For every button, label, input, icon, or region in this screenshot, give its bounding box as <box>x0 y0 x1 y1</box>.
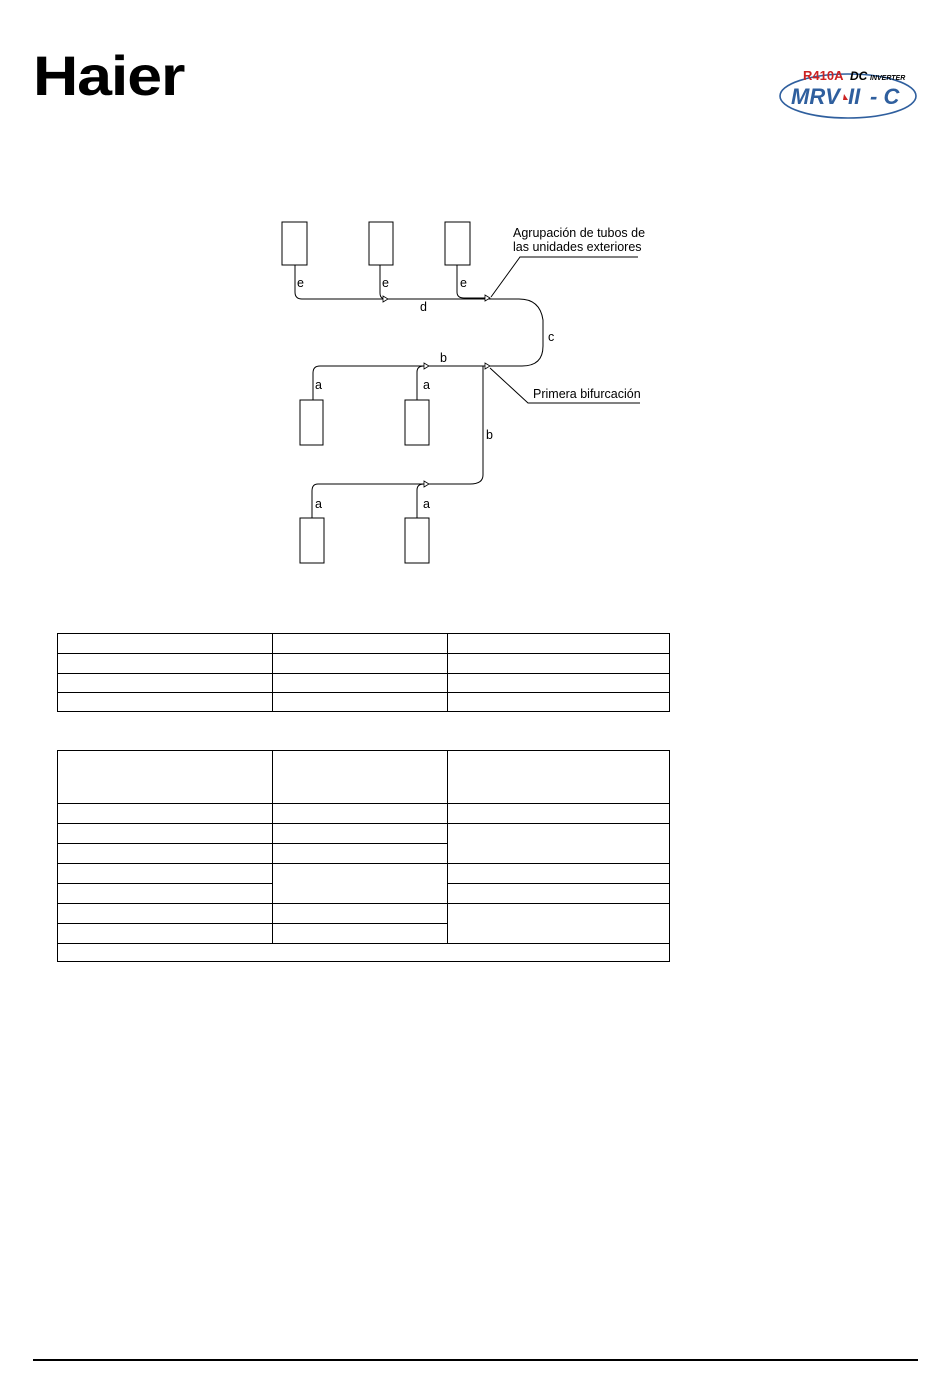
piping-diagram <box>0 0 950 600</box>
unit-boxes <box>282 222 470 563</box>
logo-refrigerant: R410A <box>803 68 844 83</box>
table-cell <box>58 844 273 864</box>
table-cell <box>273 634 448 654</box>
joint-2 <box>485 295 490 301</box>
segment-label-e1: e <box>297 276 304 290</box>
joint-1 <box>383 296 388 302</box>
outdoor-unit-1 <box>282 222 307 265</box>
outdoor-unit-2 <box>369 222 393 265</box>
table-cell <box>273 674 448 693</box>
table-cell <box>58 654 273 674</box>
segment-label-b1: b <box>440 351 447 365</box>
segment-label-a3: a <box>315 497 322 511</box>
joint-4 <box>485 363 490 369</box>
segment-label-b2: b <box>486 428 493 442</box>
table-cell <box>58 674 273 693</box>
table-cell <box>273 864 448 904</box>
table-cell <box>58 904 273 924</box>
table-cell <box>58 884 273 904</box>
segment-label-e3: e <box>460 276 467 290</box>
logo-inverter: INVERTER <box>870 75 906 82</box>
table-cell <box>58 944 670 962</box>
table-cell <box>448 693 670 712</box>
pipe-table-1 <box>57 633 670 712</box>
main-pipe <box>295 265 543 400</box>
segment-label-d: d <box>420 300 427 314</box>
haier-logo: Haier <box>33 44 185 107</box>
table-cell <box>448 804 670 824</box>
table-cell <box>273 904 448 924</box>
table-cell <box>58 751 273 804</box>
segment-label-a4: a <box>423 497 430 511</box>
table-cell <box>448 904 670 944</box>
joint-5 <box>424 481 429 487</box>
table-cell <box>273 824 448 844</box>
table-cell <box>58 924 273 944</box>
table-cell <box>273 844 448 864</box>
table-cell <box>58 824 273 844</box>
table-cell <box>448 634 670 654</box>
logo-numeral: II <box>848 84 861 109</box>
segment-label-e2: e <box>382 276 389 290</box>
table-cell <box>58 804 273 824</box>
table-cell <box>448 824 670 864</box>
segment-label-a1: a <box>315 378 322 392</box>
table-cell <box>273 804 448 824</box>
callout-outdoor-line1: Agrupación de tubos de <box>513 226 646 240</box>
indoor-unit-1 <box>300 400 323 445</box>
table-cell <box>448 751 670 804</box>
logo-dc: DC <box>850 69 868 83</box>
table-cell <box>448 654 670 674</box>
callout-outdoor-line2: las unidades exteriores <box>513 240 642 254</box>
table-cell <box>273 924 448 944</box>
table-cell <box>448 864 670 884</box>
table-cell <box>273 693 448 712</box>
table-cell <box>58 693 273 712</box>
table-cell <box>448 674 670 693</box>
segment-label-a2: a <box>423 378 430 392</box>
table-cell <box>58 634 273 654</box>
outdoor-unit-3 <box>445 222 470 265</box>
footer-rule <box>33 1359 918 1361</box>
joint-3 <box>424 363 429 369</box>
branch-joints <box>383 295 490 487</box>
indoor-unit-2 <box>405 400 429 445</box>
table-cell <box>58 864 273 884</box>
callout-first-branch: Primera bifurcación <box>533 387 641 401</box>
logo-suffix: - C <box>870 84 900 109</box>
logo-model: MRV <box>791 84 840 109</box>
table-cell <box>448 884 670 904</box>
segment-label-c: c <box>548 330 555 344</box>
leader-outdoor <box>491 257 638 297</box>
pipe-table-2 <box>57 750 670 962</box>
indoor-unit-3 <box>300 518 324 563</box>
pipe-b-2 <box>312 366 483 518</box>
indoor-unit-4 <box>405 518 429 563</box>
table-cell <box>273 751 448 804</box>
table-cell <box>273 654 448 674</box>
